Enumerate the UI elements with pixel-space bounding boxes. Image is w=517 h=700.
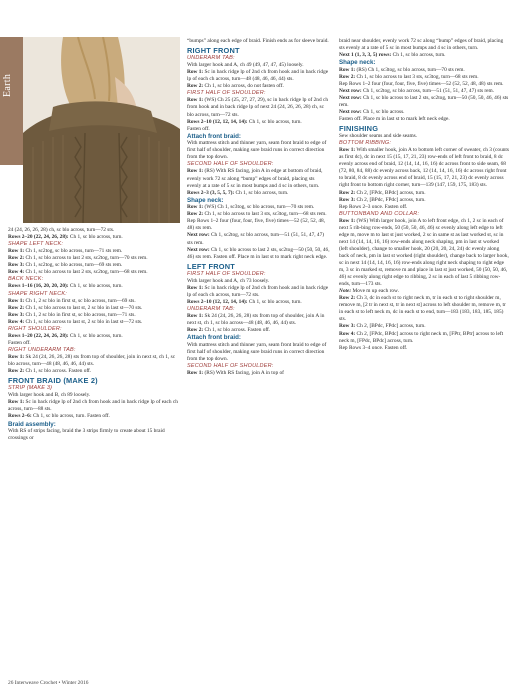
instruction-text: Sk 24 (24, 26, 26, 28) sts from top of shoulder, join A in next st, ch 1, sc blo across—48 (48, 46, 46, 44) sts. [187,313,325,327]
instruction-text: Ch 1, 2 sc blo in first st, sc blo across, turn—69 sts. [24,297,136,304]
subsection-heading: SECOND HALF OF SHOULDER: [187,161,274,168]
instruction-text: Ch 1, sc blo across, turn. Fasten off. [31,413,110,420]
instruction-text: Ch 3, dc in each st to right neck m, tr in each st to right shoulder m, remove m, [2 tr in next st, tr in next st] across to left shoulder m, remove m, tr in each st to left neck m, dc in each st to end, turn—183 (183, 183, 185, 185) sts. [339,295,506,323]
row-label: Rows 1–20 (22, 24, 26, 28): [8,332,69,339]
instruction-text: With RS of strips facing, braid the 3 strips firmly to create about 15 braid crossings or [8,428,165,442]
instruction-text: Ch 1, sc2tog, sc blo across, turn—51 (51, 51, 47, 47) sts rem. [187,232,325,246]
instruction-paragraph [339,295,509,323]
row-label: Row 3: [339,196,356,203]
instruction-text: Ch 1, sc blo across, turn. [68,332,123,339]
instruction-text: Ch 1, sc blo across, turn. [247,298,302,305]
row-label: Row 1: [187,369,204,376]
instruction-text: Ch 1, sc blo across to last 3 sts, sc3tog, turn—68 sts rem. [355,73,479,80]
sweater-photo-illustration [23,37,180,223]
instruction-paragraph [8,340,180,347]
row-label: Row 1: [8,248,25,255]
instruction-text: Ch 1, sc blo across to last st, 2 sc blo in last st—72 sts. [24,318,143,325]
row-label: Rows 2–6: [8,413,32,420]
instruction-paragraph [187,327,330,334]
row-label: Rows 2–10 (12, 12, 14, 14): [187,298,248,305]
instruction-text: (RS) With RS facing, join A in edge at bottom of braid, evenly work 72 sc along “bump” edges of braid, placing sts evenly at a rate of 5 sc in most bumps and 4 sc in others, turn. [187,168,323,189]
instruction-text: With larger hook and A, ch 73 loosely. [187,277,270,284]
row-label: Row 1: [187,204,204,211]
step-heading: Attach front braid: [187,132,241,140]
subsection-heading: BACK NECK: [8,276,44,283]
instruction-paragraph [339,116,509,123]
instruction-text: Ch 1, 2 sc blo in first st, sc blo across, turn—71 sts. [24,311,136,318]
instruction-paragraph [339,331,509,345]
instruction-text: With larger hook and B, ch 89 loosely. [8,392,91,399]
note-label: Note: [339,288,352,295]
instruction-paragraph [339,88,509,95]
subsection-heading: UNDERARM TAB: [187,305,235,312]
instruction-text: Sk 24 (24, 26, 26, 28) sts from top of shoulder, join in next st, ch 1, sc blo across, turn—48 (48, 46, 46, 44) sts. [8,354,176,368]
row-label: Row 1: [8,354,25,361]
section-side-tab-label: Earth [2,73,13,97]
instruction-paragraph [187,83,330,90]
instruction-paragraph [8,319,180,326]
instruction-paragraph [339,147,509,189]
subsection-heading: FIRST HALF OF SHOULDER: [187,270,266,277]
instruction-paragraph [8,312,180,319]
instruction-text: Ch 2, [FPdc, BPdc] across, turn. [355,189,426,196]
instruction-text: Rep Rows 1–2 four (four, four, five, five) times—52 (52, 52, 48, 48) sts rem. [339,80,504,87]
instruction-paragraph [339,197,509,204]
instruction-text: Ch 2, [BPdc, FPdc] across, turn. [355,196,426,203]
instruction-text: (WS) Ch 25 (25, 27, 27, 29), sc in back ridge lp of 2nd ch from hook and in back ridge lp of next 24 (24, 26, 26, 28) ch, sc blo across, turn—72 sts. [187,97,329,118]
subsection-heading: BUTTONBAND AND COLLAR: [339,210,420,217]
instruction-paragraph [8,333,180,340]
instruction-text: Ch 1, sc blo across to last 3 sts, sc3tog, turn—68 sts rem. [203,211,327,218]
row-label: Next row: [187,246,210,253]
subsection-heading: SHAPE LEFT NECK: [8,241,64,248]
row-label: Row 1: [8,297,25,304]
instruction-text: (WS) Ch 1, sc3tog, sc blo across, turn—70 sts rem. [203,204,315,211]
step-heading: Shape neck: [339,59,376,67]
instruction-text: Rep Rows 3–4 once. Fasten off. [339,344,408,351]
instruction-paragraph [339,109,509,116]
instruction-paragraph [8,234,180,241]
row-label: Row 1: [339,147,356,154]
instruction-paragraph [187,370,330,377]
instruction-paragraph [339,67,509,74]
instruction-paragraph [8,354,180,368]
instruction-paragraph [187,126,330,133]
row-label: Row 1: [187,69,204,76]
instruction-paragraph [187,69,330,83]
row-label: Next row: [339,109,362,116]
instruction-paragraph [187,299,330,306]
instruction-paragraph [339,288,509,295]
instruction-paragraph [8,227,180,234]
row-label: Row 2: [187,327,204,334]
instruction-text: Ch 1, sc blo across, do not fasten off. [203,83,284,90]
instruction-paragraph [339,190,509,197]
instruction-paragraph [187,278,330,285]
instruction-text: With larger hook and A, ch 49 (49, 47, 47, 45) loosely. [187,62,304,69]
step-heading: Shape neck: [187,196,224,204]
row-label: Row 2: [339,73,356,80]
instruction-paragraph [187,38,330,45]
instruction-text: Ch 1, sc blo across to last st, 2 sc blo in last st—70 sts. [24,304,143,311]
instruction-paragraph [339,38,509,52]
text-column-1 [8,227,180,442]
row-label: Rows 2–10 (12, 12, 14, 14): [187,118,248,125]
instruction-paragraph [8,413,180,420]
instruction-paragraph [8,298,180,305]
instruction-paragraph [187,313,330,327]
instruction-text: Sc in back ridge lp of 2nd ch from hook and in back ridge lp of each ch across, turn—72 sts. [187,284,329,298]
instruction-paragraph [8,248,180,255]
instruction-text: 24 (24, 26, 26, 28) ch, sc blo across, turn—72 sts. [8,227,115,233]
instruction-text: Ch 1, sc2tog, sc blo across, turn—71 sts rem. [24,248,123,255]
row-label: Row 3: [8,262,25,269]
instruction-paragraph [8,262,180,269]
instruction-text: Ch 1, sc blo across, turn. [234,189,289,196]
row-label: Row 4: [8,269,25,276]
section-heading: LEFT FRONT [187,261,235,271]
section-side-tab [0,37,23,165]
instruction-paragraph [187,168,330,189]
instruction-paragraph [339,345,509,352]
sweater-photo [23,37,180,223]
row-label: Row 1: [8,399,25,406]
row-label: Row 4: [339,330,356,337]
row-label: Row 4: [8,318,25,325]
instruction-text: Ch 2, [FPdc, BPdc] across to right neck m, [FPtr, BPtr] across to left neck m, [FPdc, BPdc] across, turn. [339,330,504,344]
row-label: Row 1: [187,168,204,175]
row-label: Row 2: [187,83,204,90]
row-label: Row 2: [8,304,25,311]
instruction-text: Sew shoulder seams and side seams. [339,133,418,140]
step-heading: Braid assembly: [8,420,56,428]
instruction-text: braid near shoulder, evenly work 72 sc along “bump” edges of braid, placing sts evenly at a rate of 5 sc in most bumps and 4 sc in others, turn. [339,38,504,52]
row-label: Row 1: [187,313,204,320]
row-label: Row 1: [187,97,204,104]
row-label: Next row: [187,232,210,239]
subsection-heading: STRIP (MAKE 3) [8,385,53,392]
instruction-paragraph [339,95,509,109]
instruction-text: Ch 2, [BPdc, FPdc] across, turn. [355,323,426,330]
instruction-paragraph [339,81,509,88]
instruction-text: (WS) With larger hook, join A to left front edge, ch 1, 2 sc in each of next 5 rib-bing row-ends, 50 (50, 50, 46, 46) sc evenly along left edge to left edge m, move m to last st just worked, 2 sc in same st as last worked st, sc in next 14 (14, 14, 16, 16) row-ends along neck shaping, pm in last st worked (left shoulder), change to smaller hook, 20 (20, 20, 24, 24) dc evenly along back of neck, pm in last st worked (right shoulder), change back to larger hook, sc in next 14 (14, 14, 16, 16) row-ends along right neck shaping to right edge m, 3 sc in marked st, remove m and place in last st just worked, 50 (50, 50, 46, 46) sc evenly along right edge to ribbing, 2 sc in each of last 5 ribbing row-ends, turn—173 sts. [339,217,509,288]
instruction-paragraph [187,232,330,246]
instruction-text: Ch 1, sc blo across to last 2 sts, sc2tog—50 (50, 50, 46, 46) sts rem. Fasten off. Place m in last st to mark right neck edge. [187,246,330,260]
instruction-text: Sc in back ridge lp of 2nd ch from hook and in back ridge lp of each ch across, turn—48 (48, 46, 46, 44) sts. [187,69,329,83]
instruction-text: (RS) Ch 1, sc3tog, sc blo across, turn—70 sts rem. [355,66,465,73]
instruction-text: “bumps” along each edge of braid. Finish ends as for sleeve braid. [187,38,329,44]
subsection-heading: FIRST HALF OF SHOULDER: [187,90,266,97]
row-label: Row 2: [8,368,25,375]
subsection-heading: SECOND HALF OF SHOULDER: [187,362,274,369]
section-heading: FRONT BRAID (MAKE 2) [8,376,98,386]
text-column-3 [339,38,509,352]
row-label: Rows 2–3 (3, 5, 5, 7): [187,189,235,196]
instruction-paragraph [339,52,509,59]
subsection-heading: BOTTOM RIBBING: [339,140,392,147]
instruction-text: With mattress stitch and thinner yarn, seam front braid to edge of first half of shoulder, making sure braid runs in correct direction from the top down. [187,140,327,161]
instruction-paragraph [187,97,330,118]
instruction-text: Ch 1, sc blo across, turn. [68,283,123,290]
instruction-text: Ch 1, sc blo across to last 2 sts, sc2tog, turn—50 (50, 50, 46, 46) sts rem. [339,94,509,108]
instruction-paragraph [187,218,330,232]
row-label: Rows 2–20 (22, 24, 26, 28): [8,234,69,241]
row-label: Row 3: [8,311,25,318]
instruction-text: Rep Rows 1–2 four (four, four, five, five) times—52 (52, 52, 48, 48) sts rem. [187,218,326,232]
instruction-paragraph [339,74,509,81]
instruction-paragraph [339,218,509,288]
instruction-text: Ch 1, sc blo across to last 2 sts, sc2tog, turn—70 sts rem. [24,255,148,262]
instruction-text: Ch 1, sc blo across. Fasten off. [24,368,92,375]
instruction-text: Sc in back ridge lp of 2nd ch from hook and in back ridge lp of each ch across, turn—88 sts. [8,399,178,413]
row-label: Row 3: [339,323,356,330]
subsection-heading: UNDERARM TAB: [187,55,235,62]
row-label: Row 1: [187,284,204,291]
instruction-text: Ch 1, sc blo across, turn. [247,118,302,125]
subsection-heading: SHAPE RIGHT NECK: [8,290,68,297]
row-label: Row 2: [187,211,204,218]
instruction-text: Ch 1, sc2tog, sc blo across, turn—69 sts rem. [24,262,123,269]
instruction-text: Move m up each row. [351,288,399,295]
instruction-paragraph [187,140,330,161]
row-label: Next row: [339,87,362,94]
instruction-paragraph [187,342,330,363]
row-label: Next row: [339,94,362,101]
instruction-paragraph [8,255,180,262]
instruction-text: Fasten off. [8,339,31,346]
page-footer: 26 Interweave Crochet • Winter 2016 [8,680,89,686]
instruction-text: Ch 1, sc blo across. [361,109,405,116]
text-column-2 [187,38,330,377]
instruction-text: Ch 1, sc blo across. Fasten off. [203,327,271,334]
row-label: Row 2: [339,295,356,302]
instruction-paragraph [8,428,180,442]
row-label: Rows 1–16 (16, 20, 20, 20): [8,283,69,290]
row-label: Row 1: [339,217,356,224]
instruction-text: Ch 1, sc blo across, turn. [391,52,446,59]
instruction-text: (RS) With RS facing, join A in top of [203,369,284,376]
row-label: Row 1: [339,66,356,73]
instruction-text: Rep Rows 2–3 once. Fasten off. [339,203,408,210]
row-label: Row 2: [8,255,25,262]
subsection-heading: RIGHT SHOULDER: [8,325,62,332]
instruction-paragraph [187,285,330,299]
instruction-paragraph [187,204,330,211]
instruction-paragraph [8,283,180,290]
instruction-text: With mattress stitch and thinner yarn, seam front braid to edge of first half of shoulder, making sure braid runs in correct direction from the top down. [187,341,327,362]
instruction-text: With smaller hook, join A to bottom left corner of sweater, ch 3 (counts as first dc), dc in next 15 (15, 17, 21, 23) row-ends of left front to braid, 8 dc evenly across end of braid, 12 (14, 14, 16, 16) dc across front to side seam, 68 (72, 80, 84, 88) dc evenly across back, 12 (14, 14, 16, 16) dc across right front to braid, 8 dc evenly across end of braid, 15 (15, 17, 21, 23) dc evenly across right front to bottom right corner, turn—139 (147, 159, 175, 183) sts. [339,147,510,189]
section-heading: FINISHING [339,124,379,134]
row-label: Row 2: [339,189,356,196]
instruction-paragraph [187,119,330,126]
instruction-paragraph [339,133,509,140]
instruction-paragraph [8,368,180,375]
instruction-paragraph [8,399,180,413]
instruction-text: Fasten off. Place m in last st to mark left neck edge. [339,116,450,123]
instruction-paragraph [187,190,330,197]
instruction-paragraph [339,204,509,211]
instruction-paragraph [8,269,180,276]
instruction-text: Fasten off. [187,125,210,132]
instruction-text: Ch 1, sc blo across to last 2 sts, sc2tog, turn—68 sts rem. [24,269,148,276]
instruction-paragraph [187,247,330,261]
instruction-paragraph [339,323,509,330]
section-heading: RIGHT FRONT [187,46,240,56]
row-label: Next 1 (1, 3, 3, 5) rows: [339,52,392,59]
instruction-text: Ch 1, sc2tog, sc blo across, turn—51 (51, 51, 47, 47) sts rem. [361,87,495,94]
instruction-text: Ch 1, sc blo across, turn. [68,234,123,241]
instruction-paragraph [8,305,180,312]
subsection-heading: RIGHT UNDERARM TAB: [8,346,76,353]
step-heading: Attach front braid: [187,334,241,342]
